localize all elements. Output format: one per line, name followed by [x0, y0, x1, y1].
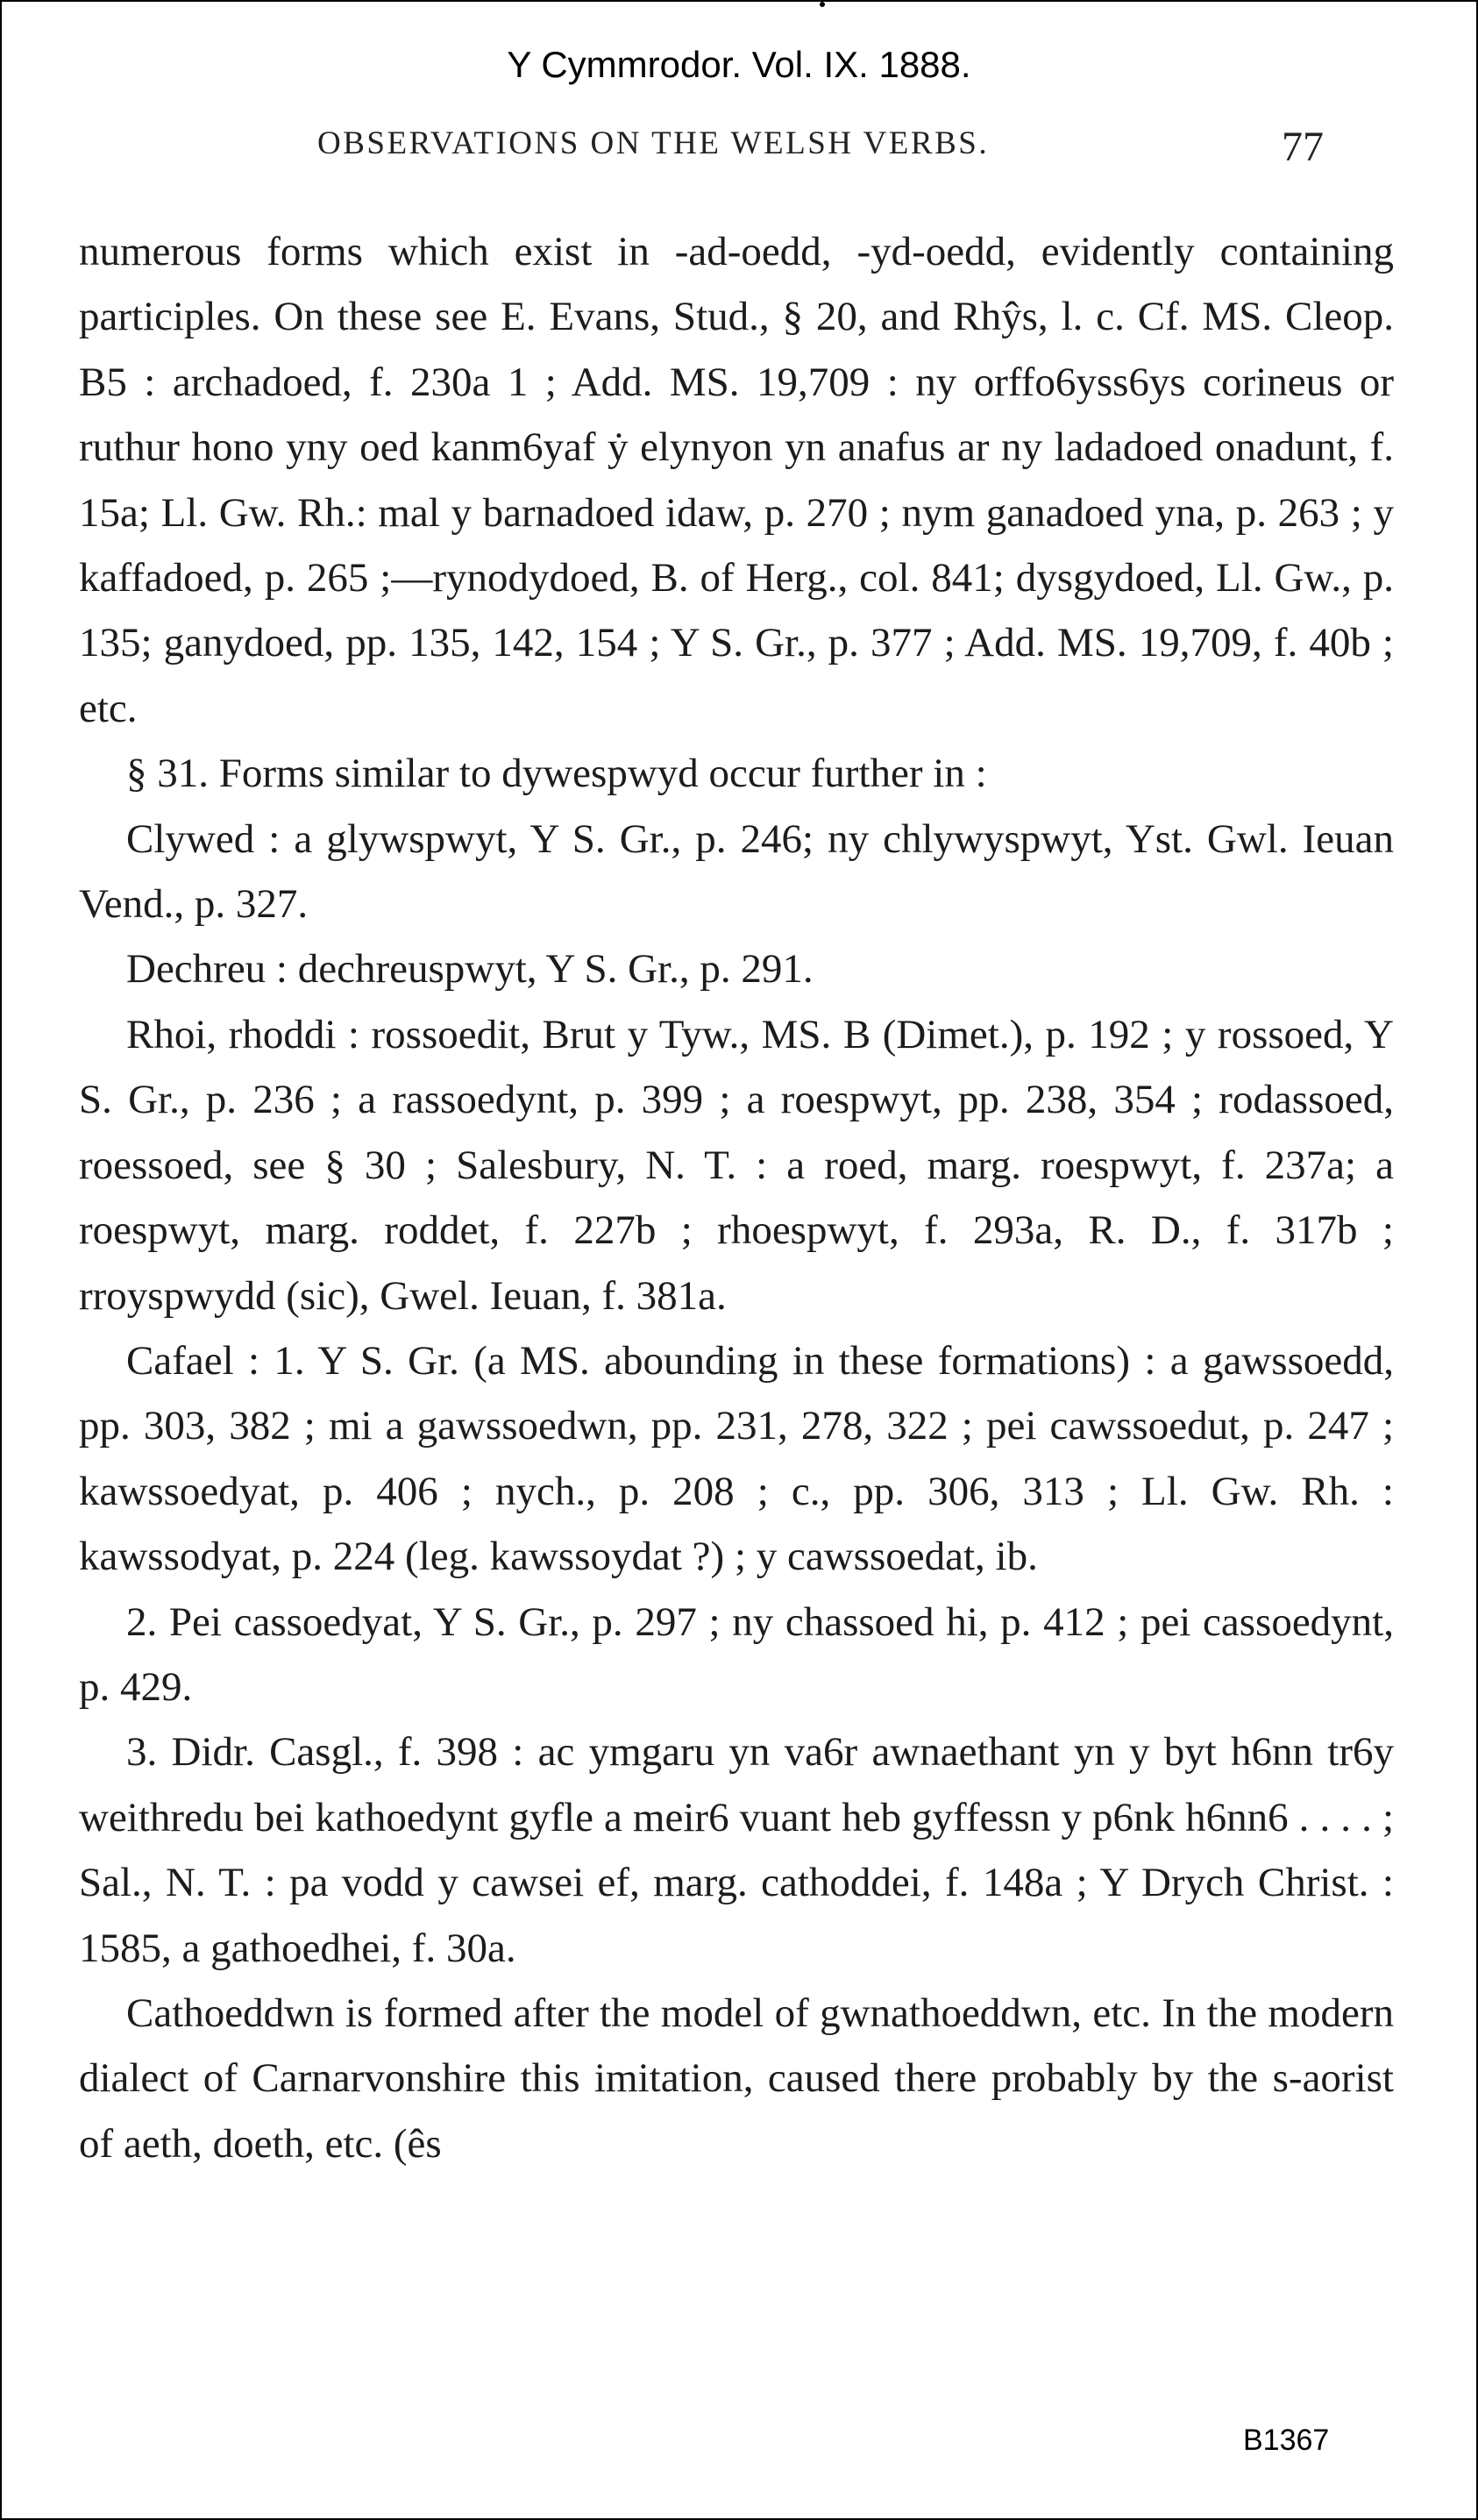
paragraph-section-31: § 31. Forms similar to dywespwyd occur further in :	[126, 751, 987, 797]
paragraph-cafael-2: 2. Pei cassoedyat, Y S. Gr., p. 297 ; ny chassoed hi, p. 412 ; pei cassoedynt, p. 429.	[79, 1598, 1394, 1710]
scan-mark	[820, 2, 825, 7]
catalog-id: B1367	[1243, 2424, 1330, 2457]
paragraph-continuation: numerous forms which exist in -ad-oedd, -yd-oedd, evidently containing participles. On these see E. Evans, Stud., § 20, and Rhŷs, l. c. Cf. MS. Cleop. B5 : archadoed, f. 230a 1 ; Add. MS. 19,709 : ny orffo6yss6ys corineus or ruthur hono yny oed kanm6yaf ẏ elynyon yn anafus ar ny ladadoed onadunt, f. 15a; Ll. Gw. Rh.: mal y barnadoed idaw, p. 270 ; nym ganadoed yna, p. 263 ; y kaffadoed, p. 265 ;—rynodydoed, B. of Herg., col. 841; dysgydoed, Ll. Gw., p. 135; ganydoed, pp. 135, 142, 154 ; Y S. Gr., p. 377 ; Add. MS. 19,709, f. 40b ; etc.	[79, 229, 1394, 731]
paragraph-dechreu: Dechreu : dechreuspwyt, Y S. Gr., p. 291.	[126, 946, 814, 993]
paragraph-clywed: Clywed : a glywspwyt, Y S. Gr., p. 246; ny chlywyspwyt, Yst. Gwl. Ieuan Vend., p. 327.	[79, 815, 1394, 928]
running-head: OBSERVATIONS ON THE WELSH VERBS.	[317, 125, 990, 161]
paragraph-cafael-1: Cafael : 1. Y S. Gr. (a MS. abounding in these formations) : a gawssoedd, pp. 303, 382 ; mi a gawssoedwn, pp. 231, 278, 322 ; pei cawssoedut, p. 247 ; kawssoedyat, p. 406 ; nych., p. 208 ; c., pp. 306, 313 ; Ll. Gw. Rh. : kawssodyat, p. 224 (leg. kawssoydat ?) ; y cawssoedat, ib.	[79, 1337, 1394, 1580]
source-title: Y Cymmrodor. Vol. IX. 1888.	[507, 44, 971, 85]
paragraph-cafael-3: 3. Didr. Casgl., f. 398 : ac ymgaru yn va6r awnaethant yn y byt h6nn tr6y weithredu bei kathoedynt gyfle a meir6 vuant heb gyffessn y p6nk h6nn6 . . . . ; Sal., N. T. : pa vodd y cawsei ef, marg. cathoddei, f. 148a ; Y Drych Christ. : 1585, a gathoedhei, f. 30a.	[79, 1729, 1394, 1971]
paragraph-cathoeddwn: Cathoeddwn is formed after the model of gwnathoeddwn, etc. In the modern dialect of Carnarvonshire this imitation, caused there probably by the s-aorist of aeth, doeth, etc. (ês	[79, 1990, 1394, 2167]
paragraph-rhoi: Rhoi, rhoddi : rossoedit, Brut y Tyw., MS. B (Dimet.), p. 192 ; y rossoed, Y S. Gr., p. 236 ; a rassoedynt, p. 399 ; a roespwyt, pp. 238, 354 ; rodassoed, roessoed, see § 30 ; Salesbury, N. T. : a roed, marg. roespwyt, f. 237a; a roespwyt, marg. roddet, f. 227b ; rhoespwyt, f. 293a, R. D., f. 317b ; rroyspwydd (sic), Gwel. Ieuan, f. 381a.	[79, 1011, 1394, 1319]
body-text	[79, 219, 1394, 2176]
page-number: 77	[1282, 124, 1324, 170]
